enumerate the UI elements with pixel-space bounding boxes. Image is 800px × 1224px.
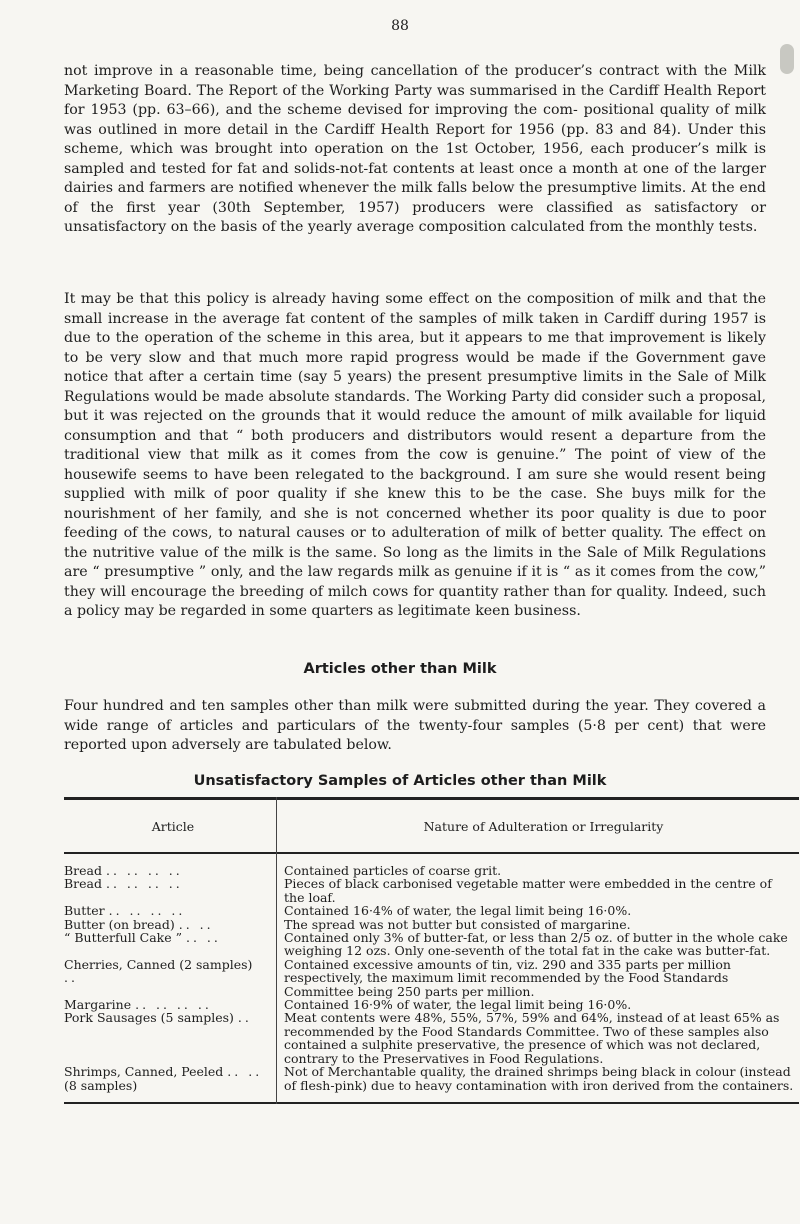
nature-cell: The spread was not butter but consisted of margarine.: [284, 916, 631, 932]
article-cell: Shrimps, Canned, Peeled: [64, 1064, 224, 1080]
article-cell-note: (8 samples): [64, 1077, 138, 1093]
nature-cell: Pieces of black carbonised vegetable matter were embedded in the centre of the loaf.: [284, 876, 772, 905]
column-header-article: Article: [151, 818, 195, 834]
article-cell: “ Butterfull Cake ”: [64, 930, 183, 946]
table-row: Shrimps, Canned, Peeled .. .. (8 samples) Not of Merchantable quality, the drained shrimps being black in colour (instead of flesh-pink) due to heavy contamination with iron derived from the containers.: [64, 1065, 799, 1092]
section-heading: Articles other than Milk: [303, 661, 497, 677]
nature-cell: Meat contents were 48%, 55%, 57%, 59% and 64%, instead of at least 65% as recommended by the Food Standards Committee. Two of these samples also contained a sulphite preservative, the presence of which was not declared, contrary to the Preservatives in Food Regulations.: [284, 1010, 780, 1066]
page-number: 88: [391, 18, 409, 34]
table-row: “ Butterfull Cake ” .. .. Contained only 3% of butter-fat, or less than 2/5 oz. of butter in the whole cake weighing 12 ozs. Only one-seventh of the total fat in the cake was butter-fat.: [64, 931, 799, 958]
table-row: Cherries, Canned (2 samples) .. Contained excessive amounts of tin, viz. 290 and 335 parts per million respectively, the maximum limit recommended by the Food Standards Committee being 250 parts per million.: [64, 958, 799, 998]
article-cell: Margarine: [64, 997, 132, 1013]
nature-cell: Contained excessive amounts of tin, viz. 290 and 335 parts per million respectively, the maximum limit recommended by the Food Standards Committee being 250 parts per million.: [284, 956, 731, 999]
article-cell: Butter (on bread): [64, 916, 175, 932]
nature-cell: Contained particles of coarse grit.: [284, 863, 502, 878]
article-cell: Butter: [64, 903, 105, 919]
column-divider: [276, 797, 277, 1104]
table-row: Margarine .. .. .. .. Contained 16·9% of water, the legal limit being 16·0%.: [64, 998, 799, 1011]
table-header: [64, 800, 799, 852]
nature-cell: Contained 16·9% of water, the legal limit being 16·0%.: [284, 997, 632, 1013]
article-cell: Bread: [64, 863, 103, 878]
table-row: Bread .. .. .. .. Pieces of black carbonised vegetable matter were embedded in the centre of the loaf.: [64, 877, 799, 904]
article-cell: Bread: [64, 876, 103, 892]
table-row: Pork Sausages (5 samples) .. Meat contents were 48%, 55%, 57%, 59% and 64%, instead of at least 65% as recommended by the Food Standards Committee. Two of these samples also contained a sulphite preservative, the presence of which was not declared, contrary to the Preservatives in Food Regulations.: [64, 1011, 799, 1065]
table-title: Unsatisfactory Samples of Articles other than Milk: [193, 773, 607, 789]
paragraph-samples-summary: Four hundred and ten samples other than milk were submitted during the year. They covered a wide range of articles and particulars of the twenty-four samples (5·8 per cent) that were reported upon adversely are tabulated below.: [64, 698, 766, 753]
column-header-nature: Nature of Adulteration or Irregularity: [423, 818, 664, 834]
article-cell: Cherries, Canned (2 samples): [64, 956, 253, 972]
article-cell: Pork Sausages (5 samples): [64, 1010, 234, 1026]
nature-cell: Not of Merchantable quality, the drained shrimps being black in colour (instead of flesh-pink) due to heavy contamination with iron derived from the containers.: [284, 1064, 794, 1093]
nature-cell: Contained only 3% of butter-fat, or less than 2/5 oz. of butter in the whole cake weighing 12 ozs. Only one-seventh of the total fat in the cake was butter-fat.: [284, 930, 788, 959]
table-row: Butter .. .. .. .. Contained 16·4% of water, the legal limit being 16·0%.: [64, 904, 799, 917]
unsatisfactory-samples-table: [64, 797, 799, 1104]
page-tab-mark: [780, 44, 794, 74]
table-row: Bread .. .. .. .. Contained particles of coarse grit.: [64, 864, 799, 877]
table-body: [64, 854, 799, 1104]
nature-cell: Contained 16·4% of water, the legal limit being 16·0%.: [284, 903, 632, 919]
paragraph-milk-scheme: not improve in a reasonable time, being cancellation of the producer’s contract with the Milk Marketing Board. The Report of the Working Party was summarised in the Cardiff Health Report for 1953 (pp. 63–66), and the scheme devised for improving the com- positional quality of milk was outlined in more detail in the Cardiff Health Report for 1956 (pp. 83 and 84). Under this scheme, which was brought into operation on the 1st October, 1956, each producer’s milk is sampled and tested for fat and solids-not-fat contents at least once a month at one of the larger dairies and farmers are notified whenever the milk falls below the presumptive limits. At the end of the first year (30th September, 1957) producers were classified as satisfactory or unsatisfactory on the basis of the yearly average composition calculated from the monthly tests.: [64, 63, 766, 235]
paragraph-policy-effect: It may be that this policy is already having some effect on the composition of milk and that the small increase in the average fat content of the samples of milk taken in Cardiff during 1957 is due to the operation of the scheme in this area, but it appears to me that improvement is likely to be very slow and that much more rapid progress would be made if the Government gave notice that after a certain time (say 5 years) the present presumptive limits in the Sale of Milk Regulations would be made absolute standards. The Working Party did consider such a proposal, but it was rejected on the grounds that it would reduce the amount of milk available for liquid consumption and that “ both producers and distributors would resent a departure from the traditional view that milk as it comes from the cow is genuine.” The point of view of the housewife seems to have been relegated to the background. I am sure she would resent being supplied with milk of poor quality if she knew this to be the case. She buys milk for the nourishment of her family, and she is not concerned whether its poor quality is due to poor feeding of the cows, to natural causes or to adulteration of milk of better quality. The effect on the nutritive value of the milk is the same. So long as the limits in the Sale of Milk Regulations are “ presumptive ” only, and the law regards milk as genuine if it is “ as it comes from the cow,” they will encourage the breeding of milch cows for quantity rather than for quality. Indeed, such a policy may be regarded in some quarters as legitimate keen business.: [64, 291, 766, 619]
table-row: Butter (on bread) .. .. The spread was not butter but consisted of margarine.: [64, 918, 799, 931]
